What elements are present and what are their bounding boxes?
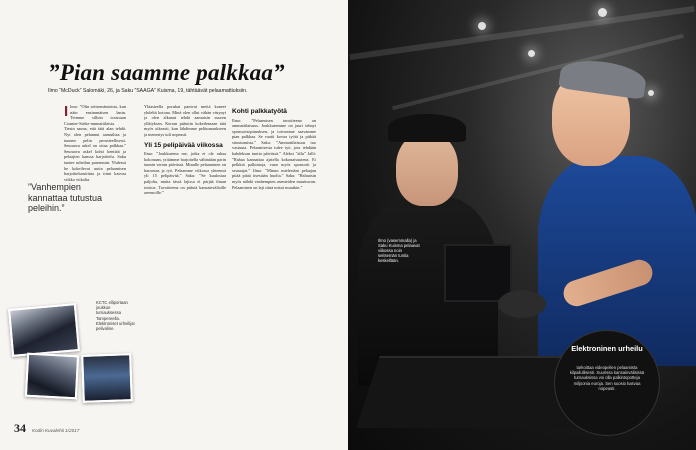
article-byline: Ilmo ”McDuck” Salomäki, 26, ja Saku ”SAAGA” Kuisma, 19, tähtäävät pelaamattiuksiin. xyxy=(48,88,248,94)
stage-light xyxy=(598,8,607,17)
magazine-name: Kodin Kuvalehti 1/2017 xyxy=(32,428,80,433)
badge-text: tarkoittaa videopelien pelaamista kilpailullisesti. Suurissa kansainvälisissä turnauksissa voi olla palkintopotteja miljoonia euroja. Sen suosio kasvaa nopeasti. xyxy=(569,365,645,391)
text-column-3 xyxy=(232,104,316,424)
info-badge xyxy=(554,330,660,436)
photo-caption-left: KCTC elliportaan joukkue turnauksessa Tampereella. Elektroniset urheilijat pelivaline. xyxy=(96,300,135,332)
stage-light xyxy=(478,22,486,30)
stage-light xyxy=(648,90,654,96)
column-2b-text: Ilmo: ”Joukkueena me, jotka ei ole rahaa kokonaan, yritämme harjoitella vähintään parin tunnin verran päivässä. Minulle pelaaminen on harrastus ja työ. Pelaamme viikossa yhteensä yli 15 pelipäivää.” Saku: ”Se kuulostaa paljolta, mutta tässä lajissa ei pärjää ilman toistoa. Tavoitteena on päästä kansainvälisille areenoille.” xyxy=(144,151,226,196)
text-column-2 xyxy=(144,104,226,434)
pull-quote: ”Vanhempien kannattaa tutustua peleihin.” xyxy=(28,182,103,213)
stage-light xyxy=(528,50,535,57)
column-2-text: Yläasteella porukat panivat meitä koneet yhdeltä kotona. Minä olen ollut vähän väsynyt ja olen alkanut tehdä aamuisin suuren yllätyksen. Kerran päästiin kokeilemaan tätä myös oikeasti, kun lähdimme peliturnaukseen ja menestys tuli nopeasti. xyxy=(144,104,226,137)
player-left-head xyxy=(396,132,458,206)
column-3-text: Ilmo: ”Pelaamisen tavoitteena on ammattilaisuus. Joukkueemme on juuri tehnyt sponsorisopimuksen, ja toivomme saavamme pian palkkaa. Se vaatii kovaa työtä ja pitkää sitoutumista.” Saku: ”Ammattilaisuus tuo vastuuta. Pelaamisesta tulee työ, jota tehdään kahdeksan tuntia päivässä.” Aleksi ”allu” Jalli: ”Rahaa kannattaa ajatella kokonaisuutena. Ei pelkkiä palkintoja, vaan myös sponsorit ja seuraajat.” Ilmo: ”Minun mielestäni pelaajan pitää pitää itsestään huolta.” Saku: ”Haluaisin myös nähdä vanhempien asenteiden muuttuvan. Pelaaminen on laji siinä missä muutkin.” xyxy=(232,117,316,190)
truss-beam xyxy=(349,6,694,60)
badge-title: Elektroninen urheilu xyxy=(571,344,643,353)
photo-players xyxy=(25,353,79,400)
page-number: 34 xyxy=(14,421,26,435)
drop-cap: I xyxy=(64,104,69,120)
right-page-photo xyxy=(348,0,696,450)
photo-arena xyxy=(81,353,133,403)
subheading-palkkatyota: Kohti palkkatyötä xyxy=(232,108,287,115)
article-title: ”Pian saamme palkkaa” xyxy=(48,60,285,85)
subheading-pelipaivaa: Yli 15 pelipäivää viikossa xyxy=(144,141,223,149)
column-1-text: lmo: ”Olin seitsemäntoista, kun näin ensimmäisen lanin. Teimme silloin tosissaan Counter-Strike-ammattilaisia. Tiesin sauna, että tätä alan tehdä. Nyt olen pelannut aamuiltaa ja tunnen pelin perusteellisesti. Seuraava askel on ottaa palkkaa.” Seuraava askel kohti kenttää ja pelaajien kanssa harjoittelu. Saku tuntee urheilun paremmin. Yhdessä he kokeilevat uutta pelaamisen harjoittelurutiinia ja tiimi kasvaa viikko viikolta. xyxy=(64,104,126,182)
photo-caption-right: Ilmo (vasemmalla) ja Saku Kuisma pelaavat viikossa noin seitsemän tuntia keskellään. xyxy=(378,238,420,264)
gaming-mouse xyxy=(498,290,546,318)
player-left-cap xyxy=(388,114,466,142)
monitor xyxy=(444,244,512,302)
photo-gaming-tournament xyxy=(8,303,80,357)
